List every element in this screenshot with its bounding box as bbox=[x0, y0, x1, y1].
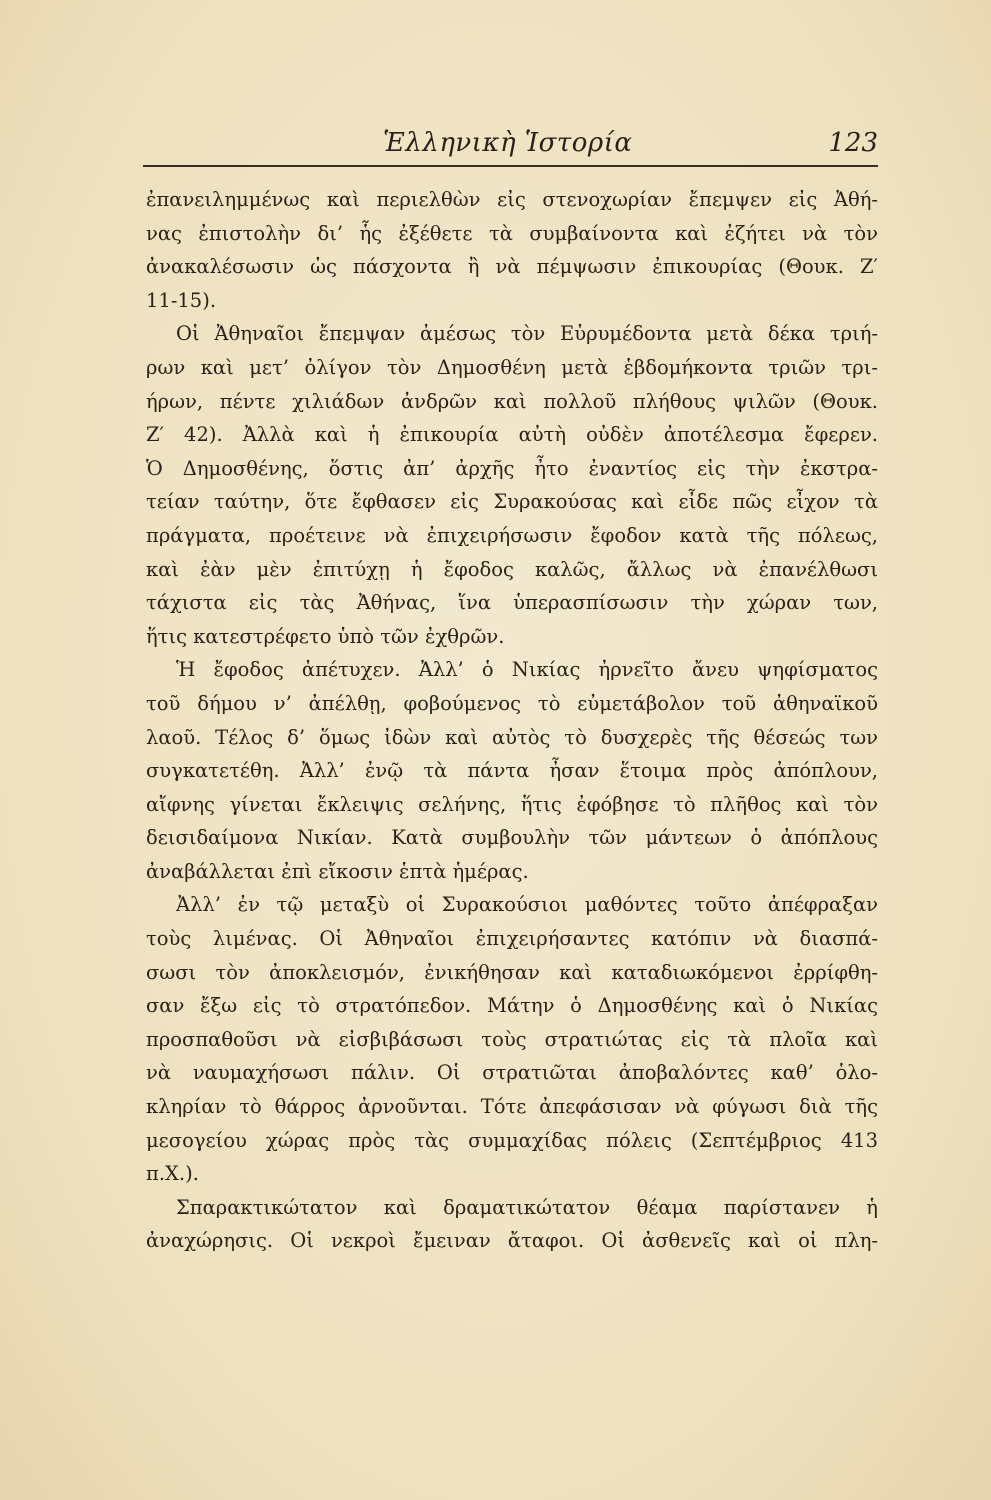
text-line: νας ἐπιστολὴν δι’ ἧς ἐξέθετε τὰ συμβαίνοντα καὶ ἐζήτει νὰ τὸν bbox=[146, 221, 878, 245]
text-line: τοὺς λιμένας. Οἱ Ἀθηναῖοι ἐπιχειρήσαντες κατόπιν νὰ διασπά- bbox=[146, 927, 878, 951]
text-line: Ἀλλ’ ἐν τῷ μεταξὺ οἱ Συρακούσιοι μαθόντες τοῦτο ἀπέφραξαν bbox=[176, 893, 878, 917]
text-line: σωσι τὸν ἀποκλεισμόν, ἐνικήθησαν καὶ καταδιωκόμενοι ἐρρίφθη- bbox=[146, 960, 878, 984]
text-line: ήρων, πέντε χιλιάδων ἀνδρῶν καὶ πολλοῦ πλήθους ψιλῶν (Θουκ. bbox=[146, 389, 878, 413]
text-line: μεσογείου χώρας πρὸς τὰς συμμαχίδας πόλεις (Σεπτέμβριος 413 bbox=[146, 1128, 878, 1152]
header-rule bbox=[143, 165, 878, 167]
text-line: συγκατετέθη. Ἀλλ’ ἐνῷ τὰ πάντα ἦσαν ἕτοιμα πρὸς ἀπόπλουν, bbox=[146, 759, 878, 783]
text-line: τοῦ δήμου ν’ ἀπέλθῃ, φοβούμενος τὸ εὐμετάβολον τοῦ ἀθηναϊκοῦ bbox=[146, 691, 878, 715]
text-line: λαοῦ. Τέλος δ’ ὅμως ἰδὼν καὶ αὐτὸς τὸ δυσχερὲς τῆς θέσεώς των bbox=[146, 725, 878, 749]
text-line: ἐπανειλημμένως καὶ περιελθὼν εἰς στενοχωρίαν ἔπεμψεν εἰς Ἀθή- bbox=[146, 188, 878, 211]
text-line: ἥτις κατεστρέφετο ὑπὸ τῶν ἐχθρῶν. bbox=[146, 624, 505, 648]
text-line: ρων καὶ μετ’ ὀλίγον τὸν Δημοσθένη μετὰ ἑβδομήκοντα τριῶν τρι- bbox=[146, 355, 878, 379]
text-line: 11-15). bbox=[146, 288, 217, 312]
text-line: δεισιδαίμονα Νικίαν. Κατὰ συμβουλὴν τῶν μάντεων ὁ ἀπόπλους bbox=[146, 826, 878, 850]
text-line: νὰ ναυμαχήσωσι πάλιν. Οἱ στρατιῶται ἀποβαλόντες καθ’ ὁλο- bbox=[146, 1061, 878, 1085]
text-line: τάχιστα εἰς τὰς Ἀθήνας, ἵνα ὑπερασπίσωσιν τὴν χώραν των, bbox=[146, 591, 878, 615]
text-line: ἀναχώρησις. Οἱ νεκροὶ ἔμειναν ἄταφοι. Οἱ ἀσθενεῖς καὶ οἱ πλη- bbox=[146, 1229, 878, 1253]
text-line: π.Χ.). bbox=[146, 1162, 199, 1186]
text-line: σαν ἔξω εἰς τὸ στρατόπεδον. Μάτην ὁ Δημοσθένης καὶ ὁ Νικίας bbox=[146, 994, 878, 1018]
page-header bbox=[143, 128, 878, 162]
text-line: Ἡ ἔφοδος ἀπέτυχεν. Ἀλλ’ ὁ Νικίας ἠρνεῖτο ἄνευ ψηφίσματος bbox=[176, 658, 878, 682]
text-line: ἀναβάλλεται ἐπὶ εἴκοσιν ἑπτὰ ἡμέρας. bbox=[146, 859, 529, 883]
text-line: Σπαρακτικώτατον καὶ δραματικώτατον θέαμα παρίστανεν ἡ bbox=[176, 1195, 878, 1219]
text-line: πράγματα, προέτεινε νὰ ἐπιχειρήσωσιν ἔφοδον κατὰ τῆς πόλεως, bbox=[146, 523, 878, 547]
text-line: Οἱ Ἀθηναῖοι ἔπεμψαν ἀμέσως τὸν Εὐρυμέδοντα μετὰ δέκα τριή- bbox=[176, 322, 878, 346]
text-line: αἴφνης γίνεται ἔκλειψις σελήνης, ἥτις ἐφόβησε τὸ πλῆθος καὶ τὸν bbox=[146, 792, 878, 816]
text-line: τείαν ταύτην, ὅτε ἔφθασεν εἰς Συρακούσας καὶ εἶδε πῶς εἶχον τὰ bbox=[146, 490, 878, 514]
text-line: προσπαθοῦσι νὰ εἰσβιβάσωσι τοὺς στρατιώτας εἰς τὰ πλοῖα καὶ bbox=[146, 1027, 878, 1051]
text-line: Ὁ Δημοσθένης, ὅστις ἀπ’ ἀρχῆς ἦτο ἐναντίος εἰς τὴν ἐκστρα- bbox=[146, 456, 878, 480]
text-line: κληρίαν τὸ θάρρος ἀρνοῦνται. Τότε ἀπεφάσισαν νὰ φύγωσι διὰ τῆς bbox=[146, 1095, 878, 1119]
page-number: 123 bbox=[828, 128, 878, 158]
body-text bbox=[146, 183, 878, 1258]
text-line: καὶ ἐὰν μὲν ἐπιτύχῃ ἡ ἔφοδος καλῶς, ἄλλως νὰ ἐπανέλθωσι bbox=[146, 557, 878, 581]
text-line: ἀνακαλέσωσιν ὡς πάσχοντα ἢ νὰ πέμψωσιν ἐπικουρίας (Θουκ. Ζ′ bbox=[146, 255, 878, 279]
running-title: Ἑλληνικὴ Ἱστορία bbox=[383, 128, 633, 158]
text-line: Ζ′ 42). Ἀλλὰ καὶ ἡ ἐπικουρία αὐτὴ οὐδὲν ἀποτέλεσμα ἔφερεν. bbox=[146, 423, 878, 447]
